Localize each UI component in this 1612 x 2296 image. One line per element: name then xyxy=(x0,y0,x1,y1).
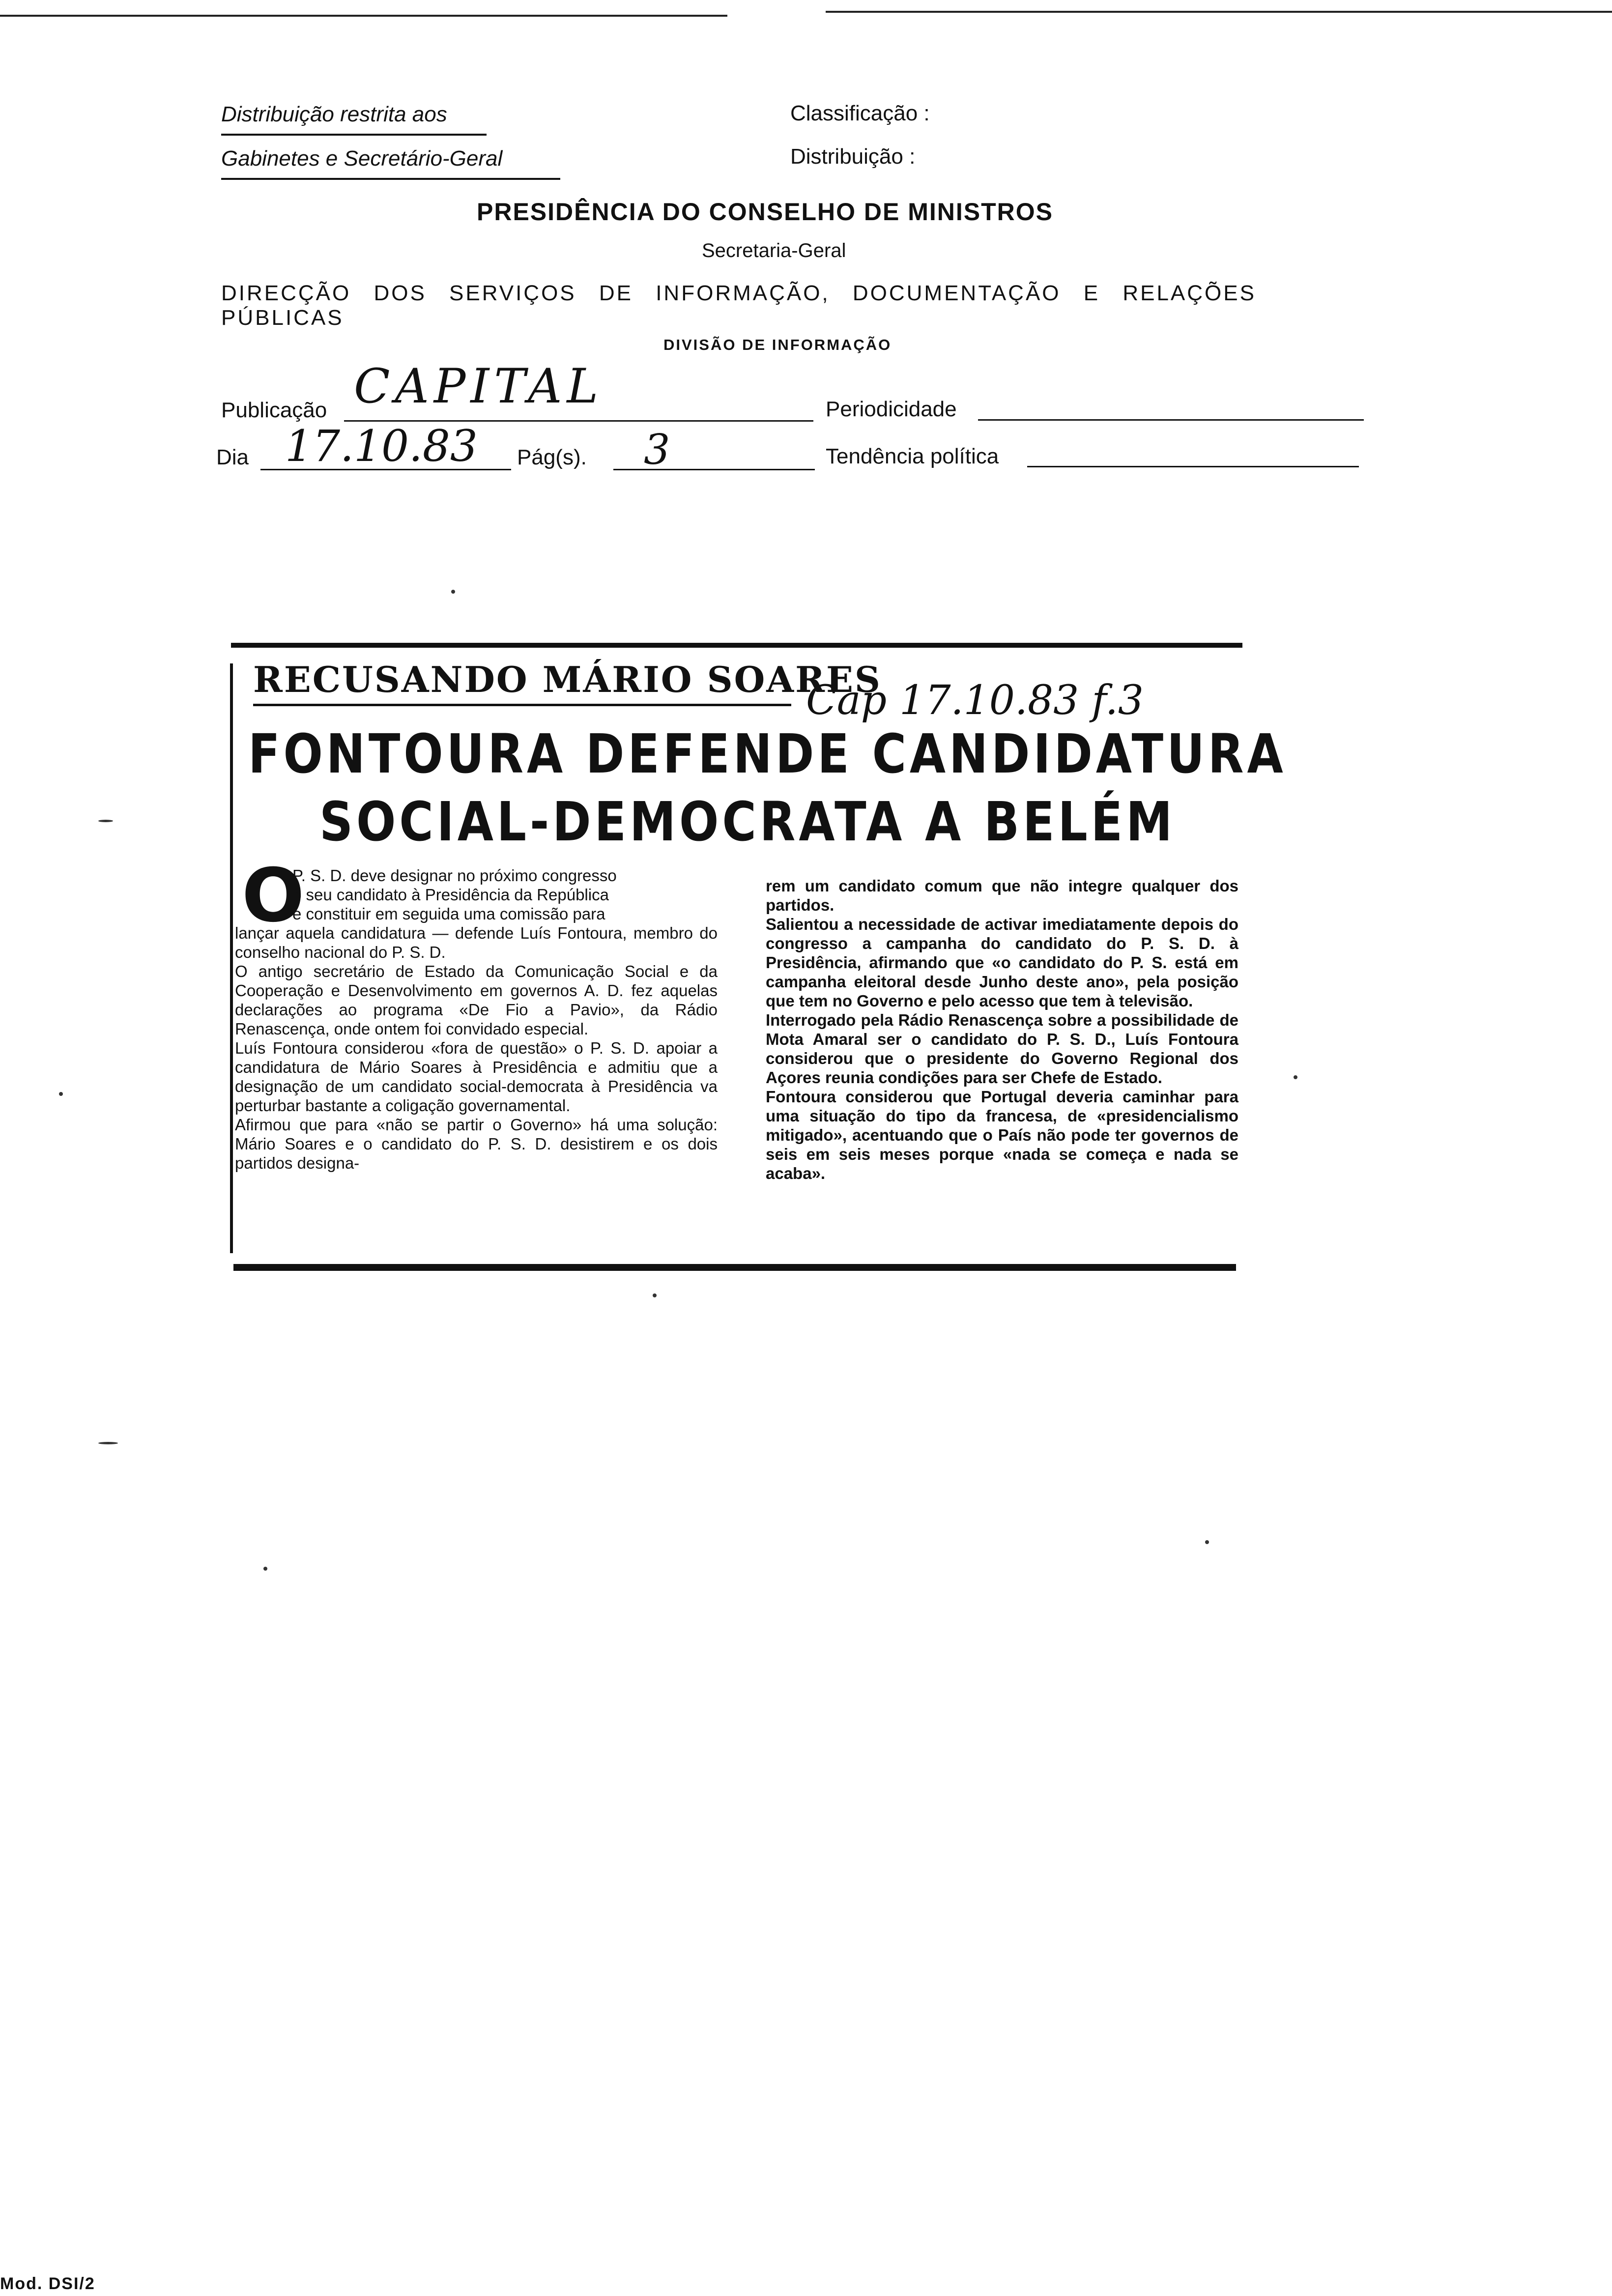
pages-handwritten: 3 xyxy=(644,426,670,474)
organization-title: PRESIDÊNCIA DO CONSELHO DE MINISTROS xyxy=(477,198,1054,226)
scan-speck xyxy=(1205,1540,1209,1544)
distribution-line-2: Gabinetes e Secretário-Geral xyxy=(221,146,503,171)
distribution-line-1: Distribuição restrita aos xyxy=(221,102,447,126)
underline xyxy=(221,134,487,136)
kicker-underline xyxy=(253,704,791,706)
scan-speck xyxy=(653,1293,657,1297)
scan-speck xyxy=(451,590,455,594)
form-code: Mod. DSI/2 xyxy=(0,2274,95,2293)
publication-label: Publicação xyxy=(221,398,327,422)
handwritten-note: Cap 17.10.83 f.3 xyxy=(806,677,1144,724)
political-tendency-label: Tendência política xyxy=(826,444,999,468)
directorate-label: DIRECÇÃO DOS SERVIÇOS DE INFORMAÇÃO, DOCUMENTAÇÃO E RELAÇÕES PÚBLICAS xyxy=(221,281,1256,330)
headline-line-1: FONTOURA DEFENDE CANDIDATURA xyxy=(248,722,1287,785)
division-label: DIVISÃO DE INFORMAÇÃO xyxy=(663,336,892,353)
day-label: Dia xyxy=(216,445,249,469)
pages-label: Pág(s). xyxy=(517,445,587,469)
periodicity-field-line xyxy=(978,419,1364,421)
classification-label: Classificação : xyxy=(790,101,930,125)
scan-speck xyxy=(59,1092,63,1096)
article-column-2: rem um candidato comum que não integre qualquer dos partidos. Salientou a necessidade de activar imediatamente depois do congresso a campanha do candidato do P. S. D. à Presidência, afirmando que «o candidato do P. S. está em campanha eleitoral desde Junho deste ano», pela posição que tem no Governo e pelo acesso que tem à televisão. Interrogado pela Rádio Renascença sobre a possibilidade de Mota Amaral ser o candidato do P. S. D., Luís Fontoura considerou que o presidente do Governo Regional dos Açores reunia condições para ser Chefe de Estado. Fontoura considerou que Portugal deveria caminhar para uma situação do tipo da francesa, de «presidencialismo mitigado», acentuando que o País não pode ter governos de seis em seis meses porque «nada se começa e nada se acaba». xyxy=(766,877,1238,1182)
headline-line-2: SOCIAL-DEMOCRATA A BELÉM xyxy=(319,790,1176,853)
publication-handwritten: CAPITAL xyxy=(354,359,604,414)
clipping-top-rule xyxy=(231,643,1242,648)
clipping-bottom-rule xyxy=(233,1264,1236,1271)
periodicity-label: Periodicidade xyxy=(826,397,957,421)
scan-speck xyxy=(1294,1075,1297,1079)
underline xyxy=(221,178,560,180)
scan-speck xyxy=(98,1442,118,1444)
article-kicker: RECUSANDO MÁRIO SOARES xyxy=(253,659,882,700)
scan-edge-line xyxy=(0,15,727,17)
scan-edge-line xyxy=(826,11,1612,13)
political-tendency-field-line xyxy=(1027,466,1359,467)
day-handwritten: 17.10.83 xyxy=(285,421,478,471)
drop-cap: O xyxy=(242,853,305,939)
scan-speck xyxy=(263,1567,267,1571)
article-column-1-lead: P. S. D. deve designar no próximo congresso o seu candidato à Presidência da República e constituir em seguida uma comissão para xyxy=(292,866,617,923)
clipping-left-rule xyxy=(230,663,233,1253)
distribution-label: Distribuição : xyxy=(790,144,916,169)
scan-speck xyxy=(98,820,113,822)
article-column-1: lançar aquela candidatura — defende Luís Fontoura, membro do conselho nacional do P. S. D. O antigo secretário de Estado da Comunicação Social e da Cooperação e Desenvolvimento em governos A. D. fez aquelas declarações ao programa «De Fio a Pavio», da Rádio Renascença, onde ontem foi convidado especial. Luís Fontoura considerou «fora de questão» o P. S. D. apoiar a candidatura de Mário Soares à Presidência e admitiu que a designação de um candidato social-democrata à Presidência va perturbar bastante a coligação governamental. Afirmou que para «não se partir o Governo» há uma solução: Mário Soares e o candidato do P. S. D. desistirem e os dois partidos designa- xyxy=(235,924,718,1172)
secretariat-label: Secretaria-Geral xyxy=(702,240,846,261)
